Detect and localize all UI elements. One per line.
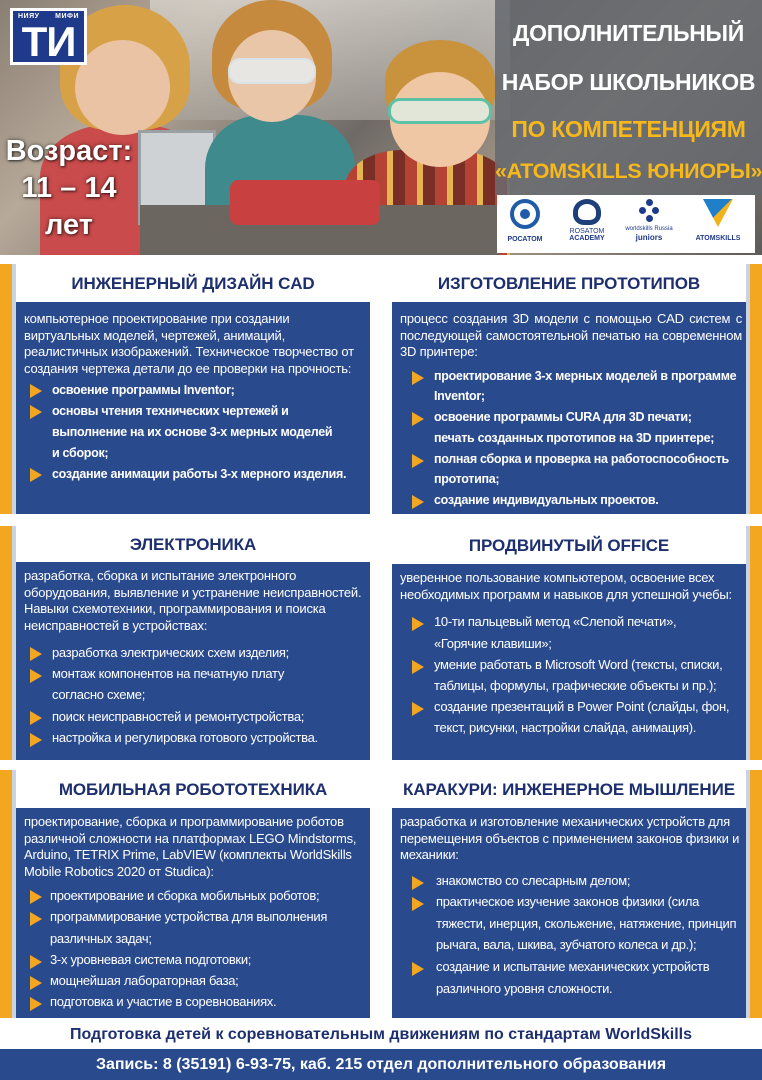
academy-caption: ACADEMY (569, 235, 605, 242)
rosatom-icon (510, 199, 540, 229)
bullet-text: знакомство со слесарным делом; (436, 873, 631, 888)
accent-stripe (750, 770, 762, 1018)
atomskills-caption: ATOMSKILLS (695, 235, 741, 242)
bullet-text: и сборок; (52, 446, 109, 460)
bullet-arrow-icon (412, 897, 424, 911)
bullet-text: настройка и регулировка готового устройства. (52, 730, 318, 745)
bullet-arrow-icon (412, 702, 424, 716)
bullet-arrow-icon (412, 962, 424, 976)
footer-contact: Запись: 8 (35191) 6-93-75, каб. 215 отдел дополнительного образования (95, 1056, 667, 1073)
bullet-text: 3-х уровневая система подготовки; (50, 952, 252, 967)
accent-stripe (0, 264, 12, 514)
worldskills-caption: juniors (635, 233, 663, 242)
bullet-text: «Горячие клавиши»; (434, 636, 552, 651)
bullet-text: 10-ти пальцевый метод «Слепой печати», (434, 614, 677, 629)
photo-goggles (388, 98, 492, 124)
age-line: лет (45, 209, 93, 241)
section-title: ПРОДВИНУТЫЙ OFFICE (392, 526, 746, 566)
section-title: ИЗГОТОВЛЕНИЕ ПРОТОТИПОВ (392, 264, 746, 304)
bullet-text: различных задач; (50, 931, 152, 946)
bullet-arrow-icon (30, 733, 42, 747)
bullet-text: освоение программы CURA для 3D печати; (434, 410, 692, 424)
bullet-arrow-icon (30, 647, 42, 661)
bullet-arrow-icon (30, 384, 42, 398)
bullet-text: монтаж компонентов на печатную плату (52, 666, 285, 681)
bullet-text: печать созданных прототипов на 3D принтере; (434, 431, 715, 445)
bullet-arrow-icon (30, 669, 42, 683)
bullet-text: согласно схеме; (52, 687, 146, 702)
section-title: КАРАКУРИ: ИНЖЕНЕРНОЕ МЫШЛЕНИЕ (392, 770, 746, 810)
rosatom-logo (503, 199, 547, 243)
worldskills-caption: worldskills Russia (625, 226, 673, 232)
bullet-arrow-icon (412, 454, 424, 468)
header-banner (0, 0, 762, 255)
bullet-text: подготовка и участие в соревнованиях. (50, 994, 277, 1009)
academy-icon (573, 199, 601, 225)
bullet-arrow-icon (30, 976, 42, 990)
bullet-text: создание индивидуальных проектов. (434, 493, 659, 507)
bullet-text: таблицы, формулы, графические объекты и пр.); (434, 678, 717, 693)
bullet-text: умение работать в Microsoft Word (тексты, списки, (434, 657, 723, 672)
bullet-arrow-icon (30, 405, 42, 419)
accent-stripe (0, 770, 12, 1018)
bullet-text: мощнейшая лабораторная база; (50, 973, 239, 988)
bullet-text: прототипа; (434, 472, 500, 486)
accent-stripe (0, 526, 12, 760)
headline-line: «ATOMSKILLS ЮНИОРЫ» (495, 159, 762, 183)
atomskills-logo (687, 199, 749, 242)
section-title: ИНЖЕНЕРНЫЙ ДИЗАЙН CAD (16, 264, 370, 304)
ti-mifi-logo (10, 8, 87, 65)
photo-girl-left-face (75, 40, 170, 135)
bullet-text: проектирование 3-х мерных моделей в программе (434, 369, 737, 383)
logo-small-left: НИЯУ (18, 13, 40, 20)
partner-logos (497, 195, 755, 253)
bullet-arrow-icon (30, 997, 42, 1011)
headline-line: ПО КОМПЕТЕНЦИЯМ (511, 116, 746, 142)
bullet-arrow-icon (412, 495, 424, 509)
bullet-text: тяжести, инерция, скольжение, натяжение, принцип (436, 916, 737, 931)
bullet-text: текст, рисунки, настройки слайда, анимация). (434, 720, 697, 735)
bullet-text: выполнение на их основе 3-х мерных моделей (52, 425, 333, 439)
headline-line: ДОПОЛНИТЕЛЬНЫЙ (513, 20, 744, 46)
bullet-text: полная сборка и проверка на работоспособность (434, 452, 729, 466)
worldskills-icon (636, 199, 662, 223)
bullet-arrow-icon (30, 711, 42, 725)
rosatom-caption: РОСАТОМ (507, 236, 543, 243)
bullet-text: практическое изучение законов физики (сила (436, 894, 700, 909)
bullet-arrow-icon (30, 890, 42, 904)
bullet-arrow-icon (30, 912, 42, 926)
bullet-text: создание презентаций в Power Point (слайды, фон, (434, 699, 730, 714)
logo-big-text: ТИ (21, 18, 76, 65)
photo-goggles (228, 58, 316, 84)
bullet-arrow-icon (30, 955, 42, 969)
headline-box (495, 0, 762, 195)
bullet-arrow-icon (412, 412, 424, 426)
bullet-arrow-icon (412, 617, 424, 631)
bullet-text: основы чтения технических чертежей и (52, 404, 289, 418)
age-label (2, 133, 136, 244)
bullet-text: рычага, вала, шкива, зубчатого колеса и др.); (436, 937, 697, 952)
bullet-text: освоение программы Inventor; (52, 383, 235, 397)
bullet-arrow-icon (30, 468, 42, 482)
bullet-text: Inventor; (434, 389, 485, 403)
bullet-text: разработка электрических схем изделия; (52, 645, 289, 660)
bullet-text: проектирование и сборка мобильных роботов; (50, 888, 320, 903)
bullet-arrow-icon (412, 660, 424, 674)
bullet-text: создание и испытание механических устройств (436, 959, 710, 974)
section-description: компьютерное проектирование при создании виртуальных моделей, чертежей, анимаций, реалистичных изображений. Техническое творчество от создания чертежа детали до ее проверки на прочность: (24, 311, 354, 376)
accent-stripe (750, 526, 762, 760)
atomskills-icon (703, 199, 733, 227)
footer-tagline: Подготовка детей к соревновательным движениям по стандартам WorldSkills (69, 1026, 693, 1043)
section-description: процесс создания 3D модели с помощью CAD систем с последующей самостоятельной печатью на современном 3D принтере: (400, 311, 742, 360)
logo-small-right: МИФИ (55, 13, 79, 20)
section-description: разработка, сборка и испытание электронного оборудования, выявление и устранение неисправностей. Навыки схемотехники, программирования и поиска неисправностей в устройствах: (24, 568, 362, 633)
rosatom-academy-logo (557, 199, 617, 242)
headline-line: НАБОР ШКОЛЬНИКОВ (501, 69, 756, 95)
bullet-text: поиск неисправностей и ремонтустройства; (52, 709, 305, 724)
bullet-arrow-icon (412, 371, 424, 385)
accent-stripe (750, 264, 762, 514)
section-title: МОБИЛЬНАЯ РОБОТОТЕХНИКА (16, 770, 370, 810)
bullet-text: программирование устройства для выполнения (50, 909, 328, 924)
worldskills-juniors-logo (619, 199, 679, 242)
section-title: ЭЛЕКТРОНИКА (16, 526, 370, 564)
photo-robot-kit (230, 180, 380, 225)
section-description: разработка и изготовление механических устройств для перемещения объектов с применением законов физики и механики: (400, 814, 740, 863)
age-line: 11 – 14 (21, 172, 117, 204)
bullet-text: различного уровня сложности. (436, 981, 613, 996)
academy-caption: ROSATOM (569, 228, 605, 235)
section-description: уверенное пользование компьютером, освоение всех необходимых программ и навыков для успешной учебы: (400, 570, 732, 602)
bullet-text: создание анимации работы 3-х мерного изделия. (52, 467, 347, 481)
footer-contact-bar (0, 1049, 762, 1080)
bullet-arrow-icon (412, 876, 424, 890)
section-description: проектирование, сборка и программирование роботов различной сложности на платформах LEGO Mindstorms, Arduino, TETRIX Prime, LabVIEW (комплекты WorldSkills Mobile Robotics 2020 от Studica): (24, 814, 357, 879)
age-line: Возраст: (5, 135, 133, 167)
